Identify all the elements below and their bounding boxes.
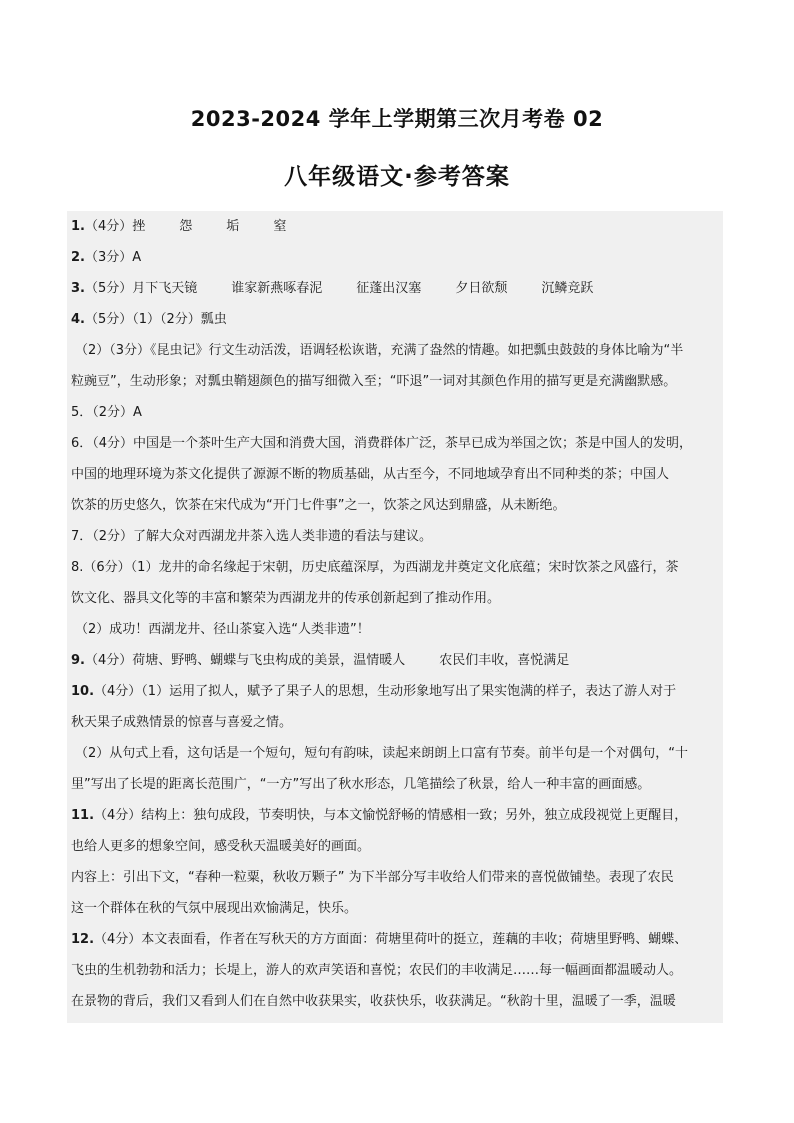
answer-q8-line: 饮文化、器具文化等的丰富和繁荣为西湖龙井的传承创新起到了推动作用。	[71, 591, 501, 606]
question-score: （5分）	[84, 281, 133, 296]
answer-q2	[67, 242, 723, 273]
answer-q4	[67, 304, 723, 335]
answer-item: 沉鳞竞跃	[541, 281, 594, 296]
answer-text: （4分）本文表面看，作者在写秋天的方方面面：荷塘里荷叶的挺立，莲藕的丰收；荷塘里野鸭、蝴蝶、	[94, 932, 688, 947]
question-number: 12.	[71, 932, 95, 947]
answer-q12	[67, 924, 723, 955]
answer-q3	[67, 273, 723, 304]
page-subtitle: 八年级语文·参考答案	[284, 164, 510, 190]
page-title: 2023-2024 学年上学期第三次月考卷 02	[190, 107, 604, 131]
answer-item: 谁家新燕啄春泥	[231, 281, 323, 296]
answer-item: 征蓬出汉塞	[356, 281, 422, 296]
question-number: 3.	[71, 281, 85, 296]
answer-q11-line: 也给人更多的想象空间，感受秋天温暖美好的画面。	[71, 839, 371, 854]
question-number: 9.	[71, 653, 85, 668]
answer-q4-line: （2）（3分）《昆虫记》行文生动活泼，语调轻松诙谐，充满了盎然的情趣。如把瓢虫鼓鼓的身体比喻为“半	[75, 343, 684, 358]
answer-q11	[67, 800, 723, 831]
answer-item: 挫	[132, 219, 146, 234]
answer-item: 夕日欲颓	[455, 281, 508, 296]
answer-q6-line: 饮茶的历史悠久，饮茶在宋代成为“开门七件事”之一，饮茶之风达到鼎盛，从未断绝。	[71, 498, 566, 513]
answer-text: （4分）结构上：独句成段，节奏明快，与本文愉悦舒畅的情感相一致；另外，独立成段视觉上更醒目，	[94, 808, 688, 823]
question-number: 10.	[71, 684, 95, 699]
answer-q4-line: 粒豌豆”，生动形象；对瓢虫鞘翅颜色的描写细微入至；“吓退”一词对其颜色作用的描写更是充满幽默感。	[71, 374, 677, 389]
question-number: 2.	[71, 250, 85, 265]
answer-q5: 5．（2分）A	[71, 405, 142, 420]
answer-q11-line: 这一个群体在秋的气氛中展现出欢愉满足，快乐。	[71, 901, 358, 916]
answer-item: 怨	[179, 219, 193, 234]
answer-q10	[67, 676, 723, 707]
answer-text: A	[132, 250, 142, 265]
answer-q6: 6．（4分）中国是一个茶叶生产大国和消费大国，消费群体广泛，茶早已成为举国之饮；茶是中国人的发明，	[71, 436, 693, 451]
answer-q6-line: 中国的地理环境为茶文化提供了源源不断的物质基础，从古至今，不同地域孕育出不同种类的茶；中国人	[71, 467, 670, 482]
answer-text: （4分）（1）运用了拟人，赋予了果子人的思想，生动形象地写出了果实饱满的样子，表达了游人对于	[94, 684, 677, 699]
answer-q10-line: 秋天果子成熟情景的惊喜与喜爱之情。	[71, 715, 293, 730]
answer-section	[67, 211, 723, 1023]
answer-text: （5分）（1）（2分）瓢虫	[84, 312, 227, 327]
question-number: 11.	[71, 808, 95, 823]
question-number: 1.	[71, 219, 85, 234]
answer-q12-line: 在景物的背后，我们又看到人们在自然中收获果实，收获快乐，收获满足。“秋韵十里，温暖了一季，温暖	[71, 994, 676, 1009]
answer-q10-line: （2）从句式上看，这句话是一个短句，短句有韵味，读起来朗朗上口富有节奏。前半句是一个对偶句，“十	[75, 746, 689, 761]
answer-q8-line: （2）成功！西湖龙井、径山茶宴入选“人类非遗”！	[75, 622, 370, 637]
answer-q10-line: 里”写出了长堤的距离长范围广，“一方”写出了秋水形态，几笔描绘了秋景，给人一种丰富的画面感。	[71, 777, 651, 792]
answer-item: 农民们丰收，喜悦满足	[439, 653, 570, 668]
answer-q8: 8.（6分）（1）龙井的命名缘起于宋朝，历史底蕴深厚，为西湖龙井奠定文化底蕴；宋时饮茶之风盛行，茶	[71, 560, 679, 575]
question-score: （4分）	[84, 653, 133, 668]
answer-q7: 7．（2分）了解大众对西湖龙井茶入选人类非遗的看法与建议。	[71, 529, 433, 544]
answer-q11-line: 内容上：引出下文，“春种一粒粟，秋收万颗子” 为下半部分写丰收给人们带来的喜悦做铺垫。表现了农民	[71, 870, 674, 885]
question-score: （3分）	[84, 250, 133, 265]
answer-item: 荷塘、野鸭、蝴蝶与飞虫构成的美景，温情暖人	[132, 653, 406, 668]
answer-q12-line: 飞虫的生机勃勃和活力；长堤上，游人的欢声笑语和喜悦；农民们的丰收满足……每一幅画面都温暖动人。	[71, 963, 683, 978]
answer-item: 窒	[273, 219, 287, 234]
answer-q1	[67, 211, 723, 242]
question-number: 4.	[71, 312, 85, 327]
answer-item: 垢	[226, 219, 240, 234]
answer-item: 月下飞天镜	[132, 281, 198, 296]
answer-q9	[67, 645, 723, 676]
question-score: （4分）	[84, 219, 133, 234]
